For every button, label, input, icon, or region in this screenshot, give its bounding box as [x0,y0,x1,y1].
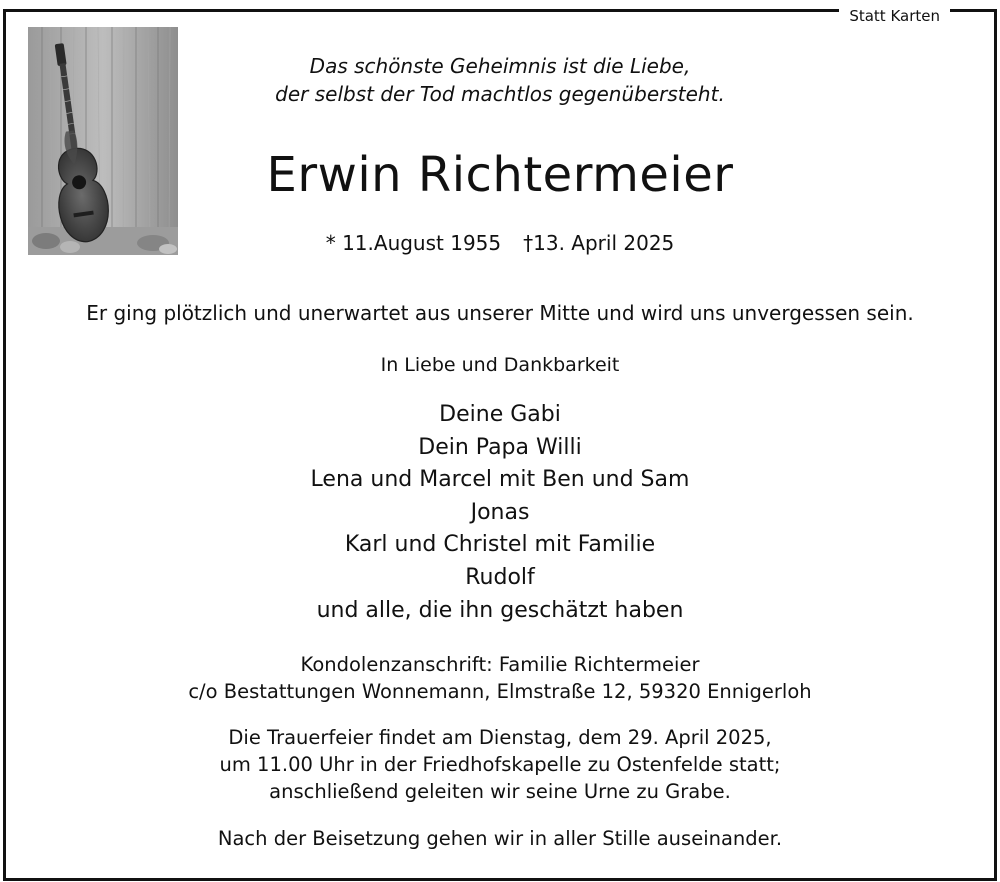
life-dates [6,230,994,256]
statt-karten-label: Statt Karten [839,8,950,24]
ceremony-line: um 11.00 Uhr in der Friedhofskapelle zu Ostenfelde statt; [219,753,781,776]
mourner-entry: und alle, die ihn geschätzt haben [316,597,684,623]
obituary-frame [3,9,997,881]
thanks-line: In Liebe und Dankbarkeit [380,354,620,376]
mourner-entry: Jonas [470,499,530,525]
mourner-entry: Rudolf [465,564,535,590]
ceremony-info [6,724,994,805]
ceremony-line: anschließend geleiten wir seine Urne zu Grabe. [269,780,731,803]
death-date: †13. April 2025 [523,231,675,255]
motto-quote [6,52,994,108]
mourner-entry: Karl und Christel mit Familie [344,532,656,558]
condolence-line: c/o Bestattungen Wonnemann, Elmstraße 12, 59320 Ennigerloh [188,680,812,703]
condolence-address [6,651,994,705]
mourners-list [6,399,994,627]
condolence-line: Kondolenzanschrift: Familie Richtermeier [300,653,700,676]
mourner-entry: Deine Gabi [439,402,561,427]
motto-line: der selbst der Tod machtlos gegenübersteht. [275,82,725,106]
closing-text: Nach der Beisetzung gehen wir in aller Stille auseinander. [217,827,783,850]
intro-text: Er ging plötzlich und unerwartet aus unserer Mitte und wird uns unvergessen sein. [86,301,914,325]
mourner-entry: Lena und Marcel mit Ben und Sam [310,467,690,493]
motto-line: Das schönste Geheimnis ist die Liebe, [309,54,691,78]
deceased-name: Erwin Richtermeier [266,147,734,203]
mourner-entry: Dein Papa Willi [418,434,582,460]
birth-date: * 11.August 1955 [325,231,502,255]
ceremony-line: Die Trauerfeier findet am Dienstag, dem 29. April 2025, [228,726,772,749]
